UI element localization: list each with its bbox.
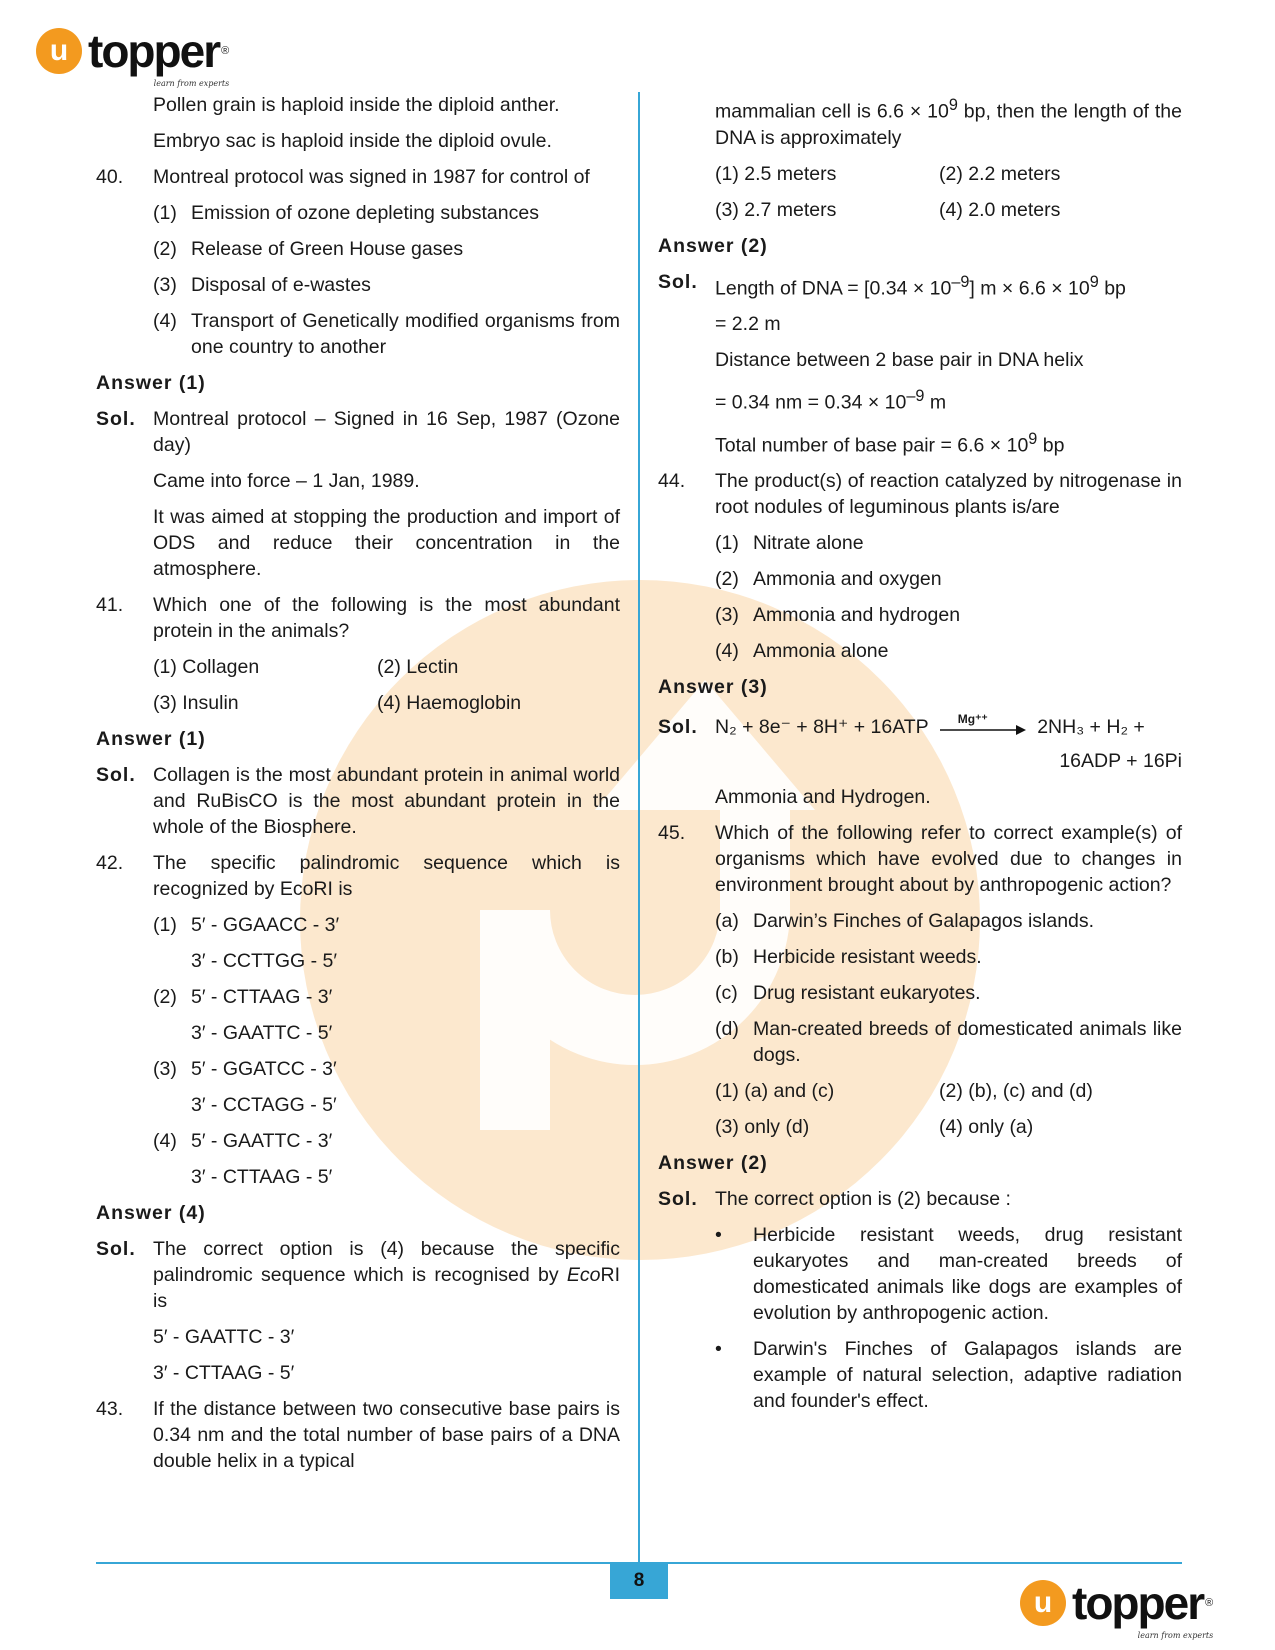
option: (4) Ammonia alone [715,640,889,662]
intro-line: Embryo sac is haploid inside the diploid ovule. [153,130,552,152]
solution-line: Came into force – 1 Jan, 1989. [153,470,420,492]
answer-label: Answer (2) [658,1152,768,1174]
solution: Sol. Collagen is the most abundant protein in animal world and RuBisCO is the most abundant protein in the whole of the Biosphere. [96,764,620,838]
bullet-icon: • [715,1224,722,1246]
option-row: (1) Collagen (2) Lectin [153,656,459,678]
answer-label: Answer (1) [96,372,206,394]
solution-line: Distance between 2 base pair in DNA helix [715,349,1084,371]
option-row: (1) (a) and (c) (2) (b), (c) and (d) [715,1080,1093,1102]
logo-tagline: learn from experts [153,79,230,88]
right-column [658,92,1182,1414]
question-44: 44. The product(s) of reaction catalyzed by nitrogenase in root nodules of leguminous plants is/are [658,470,1182,518]
solution: Sol. The correct option is (2) because : [658,1188,1011,1210]
option: (4) 5′ - GAATTC - 3′ [153,1130,333,1152]
option: (c) Drug resistant eukaryotes. [715,982,981,1004]
solution-line: 5′ - GAATTC - 3′ [153,1326,295,1348]
page-number: 8 [610,1563,668,1599]
logo-wordmark: topper [88,25,220,77]
option: (3) 5′ - GGATCC - 3′ [153,1058,337,1080]
option-line: 3′ - CTTAAG - 5′ [191,1166,333,1188]
logo-icon: u [1020,1580,1066,1626]
solution-line: = 2.2 m [715,313,781,335]
column-divider [638,92,640,1562]
option-row: (3) Insulin (4) Haemoglobin [153,692,522,714]
reaction-equation: Sol. N₂ + 8e⁻ + 8H⁺ + 16ATP Mg⁺⁺ 2NH₃ + H₂ + [658,711,1145,738]
option: (2) 5′ - CTTAAG - 3′ [153,986,333,1008]
reaction-arrow-icon: Mg⁺⁺ [940,718,1026,738]
question-43: 43. If the distance between two consecutive base pairs is 0.34 nm and the total number of base pairs of a DNA double helix in a typical [96,1398,620,1472]
option: (4) Transport of Genetically modified organisms from one country to another [153,310,620,358]
solution: Sol. Length of DNA = $[0.34 \times 10^{-9}]$ $m \times 6.6 \times 10^9$ bp [658,270,1126,299]
footer-logo: u topper ® learn from experts [1020,1576,1213,1630]
option-line: 3′ - CCTAGG - 5′ [191,1094,337,1116]
option: (b) Herbicide resistant weeds. [715,946,982,968]
answer-label: Answer (1) [96,728,206,750]
option: (3) Ammonia and hydrogen [715,604,961,626]
logo-tagline: learn from experts [1137,1631,1214,1640]
option: (1) Emission of ozone depleting substances [153,202,539,224]
option: (1) 5′ - GGAACC - 3′ [153,914,340,936]
option: (a) Darwin’s Finches of Galapagos islands. [715,910,1095,932]
option: (d) Man-created breeds of domesticated animals like dogs. [715,1018,1182,1066]
bullet-item: • Darwin's Finches of Galapagos islands are example of natural selection, adaptive radiation and founder's effect. [715,1338,1182,1412]
bullet-item: • Herbicide resistant weeds, drug resistant eukaryotes and man-created breeds of domesticated animals like dogs are examples of evolution by anthropogenic action. [715,1224,1182,1324]
left-column [96,92,620,1474]
logo-icon: u [36,28,82,74]
bullet-icon: • [715,1338,722,1360]
intro-line: Pollen grain is haploid inside the diploid anther. [153,94,560,116]
solution-line: 3′ - CTTAAG - 5′ [153,1362,295,1384]
solution: Sol. Montreal protocol – Signed in 16 Sep, 1987 (Ozone day) [96,408,620,456]
question-40: 40. Montreal protocol was signed in 1987 for control of [96,166,590,188]
option-row: (1) 2.5 meters (2) 2.2 meters [715,162,1061,185]
solution: Sol. The correct option is (4) because the specific palindromic sequence which is recognised by EcoRI is [96,1238,620,1312]
option: (3) Disposal of e-wastes [153,274,371,296]
equation-line: 16ADP + 16Pi [1059,750,1182,772]
option-row: (3) 2.7 meters (4) 2.0 meters [715,198,1061,221]
answer-label: Answer (2) [658,234,768,257]
logo-wordmark: topper [1072,1577,1204,1629]
solution-line: = 0.34 nm = $0.34 \times 10^{-9}$ m [715,387,947,414]
header-logo: u topper ® learn from experts [36,24,229,78]
option: (2) Release of Green House gases [153,238,464,260]
option-row: (3) only (d) (4) only (a) [715,1116,1034,1138]
question-41: 41. Which one of the following is the most abundant protein in the animals? [96,594,620,642]
answer-label: Answer (4) [96,1202,206,1224]
question-42: 42. The specific palindromic sequence which is recognized by EcoRI is [96,852,620,900]
solution-line: Ammonia and Hydrogen. [715,786,931,808]
option: (2) Ammonia and oxygen [715,568,942,590]
option-line: 3′ - CCTTGG - 5′ [191,950,337,972]
option-line: 3′ - GAATTC - 5′ [191,1022,333,1044]
solution-line: Total number of base pair = $6.6 \times 10^9$ bp [715,429,1065,456]
solution-line: It was aimed at stopping the production and import of ODS and reduce their concentration in the atmosphere. [153,506,620,580]
question-45: 45. Which of the following refer to correct example(s) of organisms which have evolved due to changes in environment brought about by anthropogenic action? [658,822,1182,896]
option: (1) Nitrate alone [715,532,864,554]
question-43-continued: mammalian cell is $6.6 \times 10^9$ bp, then the length of the DNA is approximately [715,96,1182,149]
answer-label: Answer (3) [658,676,768,698]
